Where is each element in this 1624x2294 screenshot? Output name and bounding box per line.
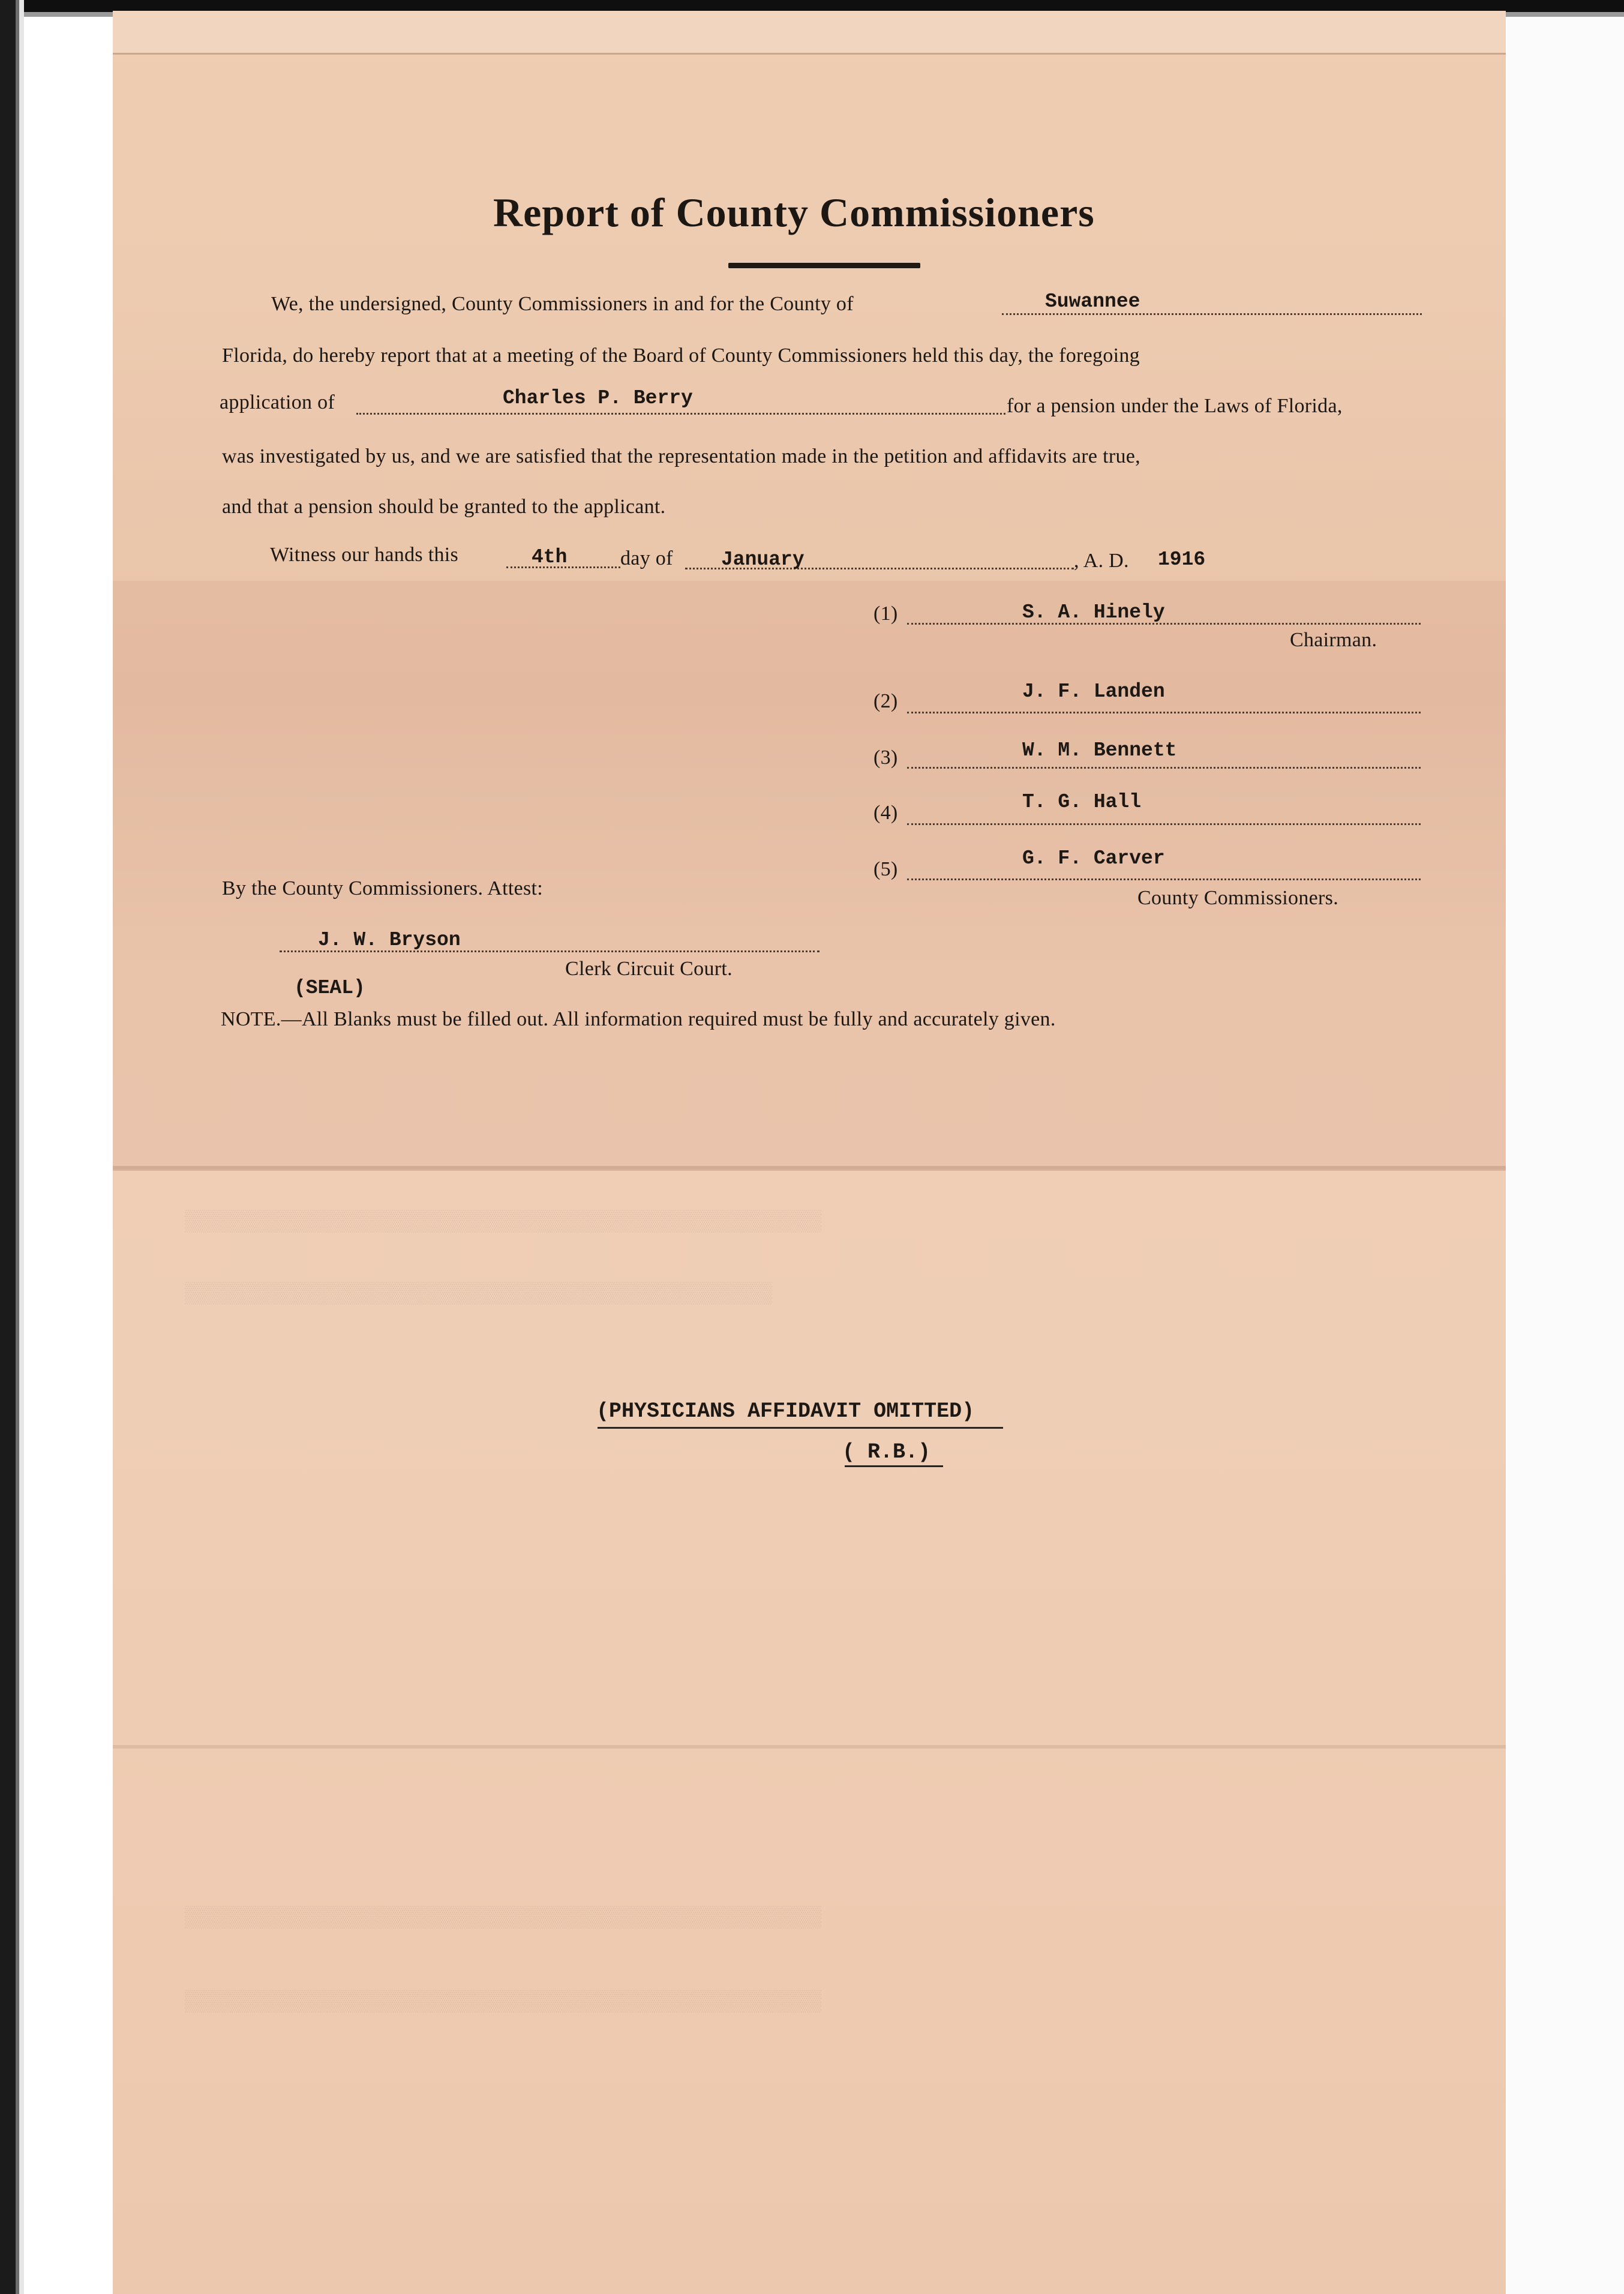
commissioner-4-name: T. G. Hall [1022, 791, 1142, 813]
applicant-value: Charles P. Berry [503, 387, 693, 409]
show-through-texture: ▒▒▒▒▒▒▒▒▒▒▒▒▒▒▒▒▒▒▒▒▒▒▒▒▒▒▒▒▒▒▒▒▒▒▒▒▒▒▒▒▒▒▒▒▒▒▒▒▒▒▒▒ [185, 1907, 821, 1930]
commissioners-label: County Commissioners. [1137, 887, 1338, 909]
county-value: Suwannee [1045, 290, 1140, 313]
commissioner-2-line [907, 712, 1421, 713]
witness-year: 1916 [1158, 548, 1206, 571]
stamp-underline [598, 1427, 1003, 1429]
commissioner-5-name: G. F. Carver [1022, 847, 1165, 869]
commissioner-1-name: S. A. Hinely [1022, 601, 1165, 623]
omission-stamp-line-1: (PHYSICIANS AFFIDAVIT OMITTED) [596, 1399, 975, 1423]
body-line-5: and that a pension should be granted to the applicant. [222, 496, 666, 518]
body-line-3-prefix: application of [220, 391, 335, 413]
paper-top-strip [113, 11, 1506, 55]
body-line-2: Florida, do hereby report that at a meeting of the Board of County Commissioners held this day, the foregoing [222, 344, 1140, 367]
chairman-label: Chairman. [1290, 629, 1377, 651]
stamp-underline [845, 1465, 943, 1467]
witness-month: January [721, 548, 805, 571]
body-line-4: was investigated by us, and we are satisfied that the representation made in the petition and affidavits are true, [222, 445, 1140, 467]
paper-darkened-band [113, 581, 1506, 1169]
commissioner-2-number: (2) [873, 690, 898, 712]
attest-label: By the County Commissioners. Attest: [222, 877, 543, 899]
title-underline [728, 263, 920, 268]
commissioner-3-line [907, 767, 1421, 769]
applicant-blank [356, 413, 1005, 415]
scan-right-margin [1507, 17, 1624, 2294]
commissioner-3-number: (3) [873, 746, 898, 769]
commissioner-5-line [907, 878, 1421, 880]
commissioner-5-number: (5) [873, 858, 898, 880]
note-text: NOTE.—All Blanks must be filled out. All information required must be fully and accurately given. [221, 1008, 1056, 1030]
commissioner-4-number: (4) [873, 802, 898, 824]
show-through-texture: ▒▒▒▒▒▒▒▒▒▒▒▒▒▒▒▒▒▒▒▒▒▒▒▒▒▒▒▒▒▒▒▒▒▒▒▒▒▒▒▒▒▒▒▒▒▒▒▒▒▒▒▒ [185, 1991, 821, 2014]
witness-day: 4th [532, 546, 568, 568]
show-through-texture: ▒▒▒▒▒▒▒▒▒▒▒▒▒▒▒▒▒▒▒▒▒▒▒▒▒▒▒▒▒▒▒▒▒▒▒▒▒▒▒▒▒▒▒▒▒▒▒▒ [185, 1283, 773, 1306]
paper-fold-line [113, 1166, 1506, 1171]
omission-stamp-line-2: ( R.B.) [842, 1440, 931, 1464]
witness-day-of: day of [620, 547, 673, 569]
scan-left-edge [0, 0, 24, 2294]
clerk-title: Clerk Circuit Court. [565, 958, 733, 980]
commissioner-4-line [907, 823, 1421, 825]
body-line-3-suffix: for a pension under the Laws of Florida, [1007, 395, 1343, 417]
page-title: Report of County Commissioners [493, 190, 1095, 235]
commissioner-1-number: (1) [873, 602, 898, 625]
seal-mark: (SEAL) [294, 977, 365, 999]
clerk-name: J. W. Bryson [318, 929, 461, 951]
show-through-texture: ▒▒▒▒▒▒▒▒▒▒▒▒▒▒▒▒▒▒▒▒▒▒▒▒▒▒▒▒▒▒▒▒▒▒▒▒▒▒▒▒▒▒▒▒▒▒▒▒▒▒▒▒ [185, 1211, 821, 1234]
witness-ad: , A. D. [1074, 550, 1129, 572]
witness-prefix: Witness our hands this [270, 544, 459, 566]
commissioner-2-name: J. F. Landen [1022, 680, 1165, 703]
paper-fold-line [113, 1745, 1506, 1749]
county-blank [1002, 313, 1422, 315]
body-line-1: We, the undersigned, County Commissioners in and for the County of [271, 293, 854, 315]
commissioner-3-name: W. M. Bennett [1022, 739, 1177, 761]
